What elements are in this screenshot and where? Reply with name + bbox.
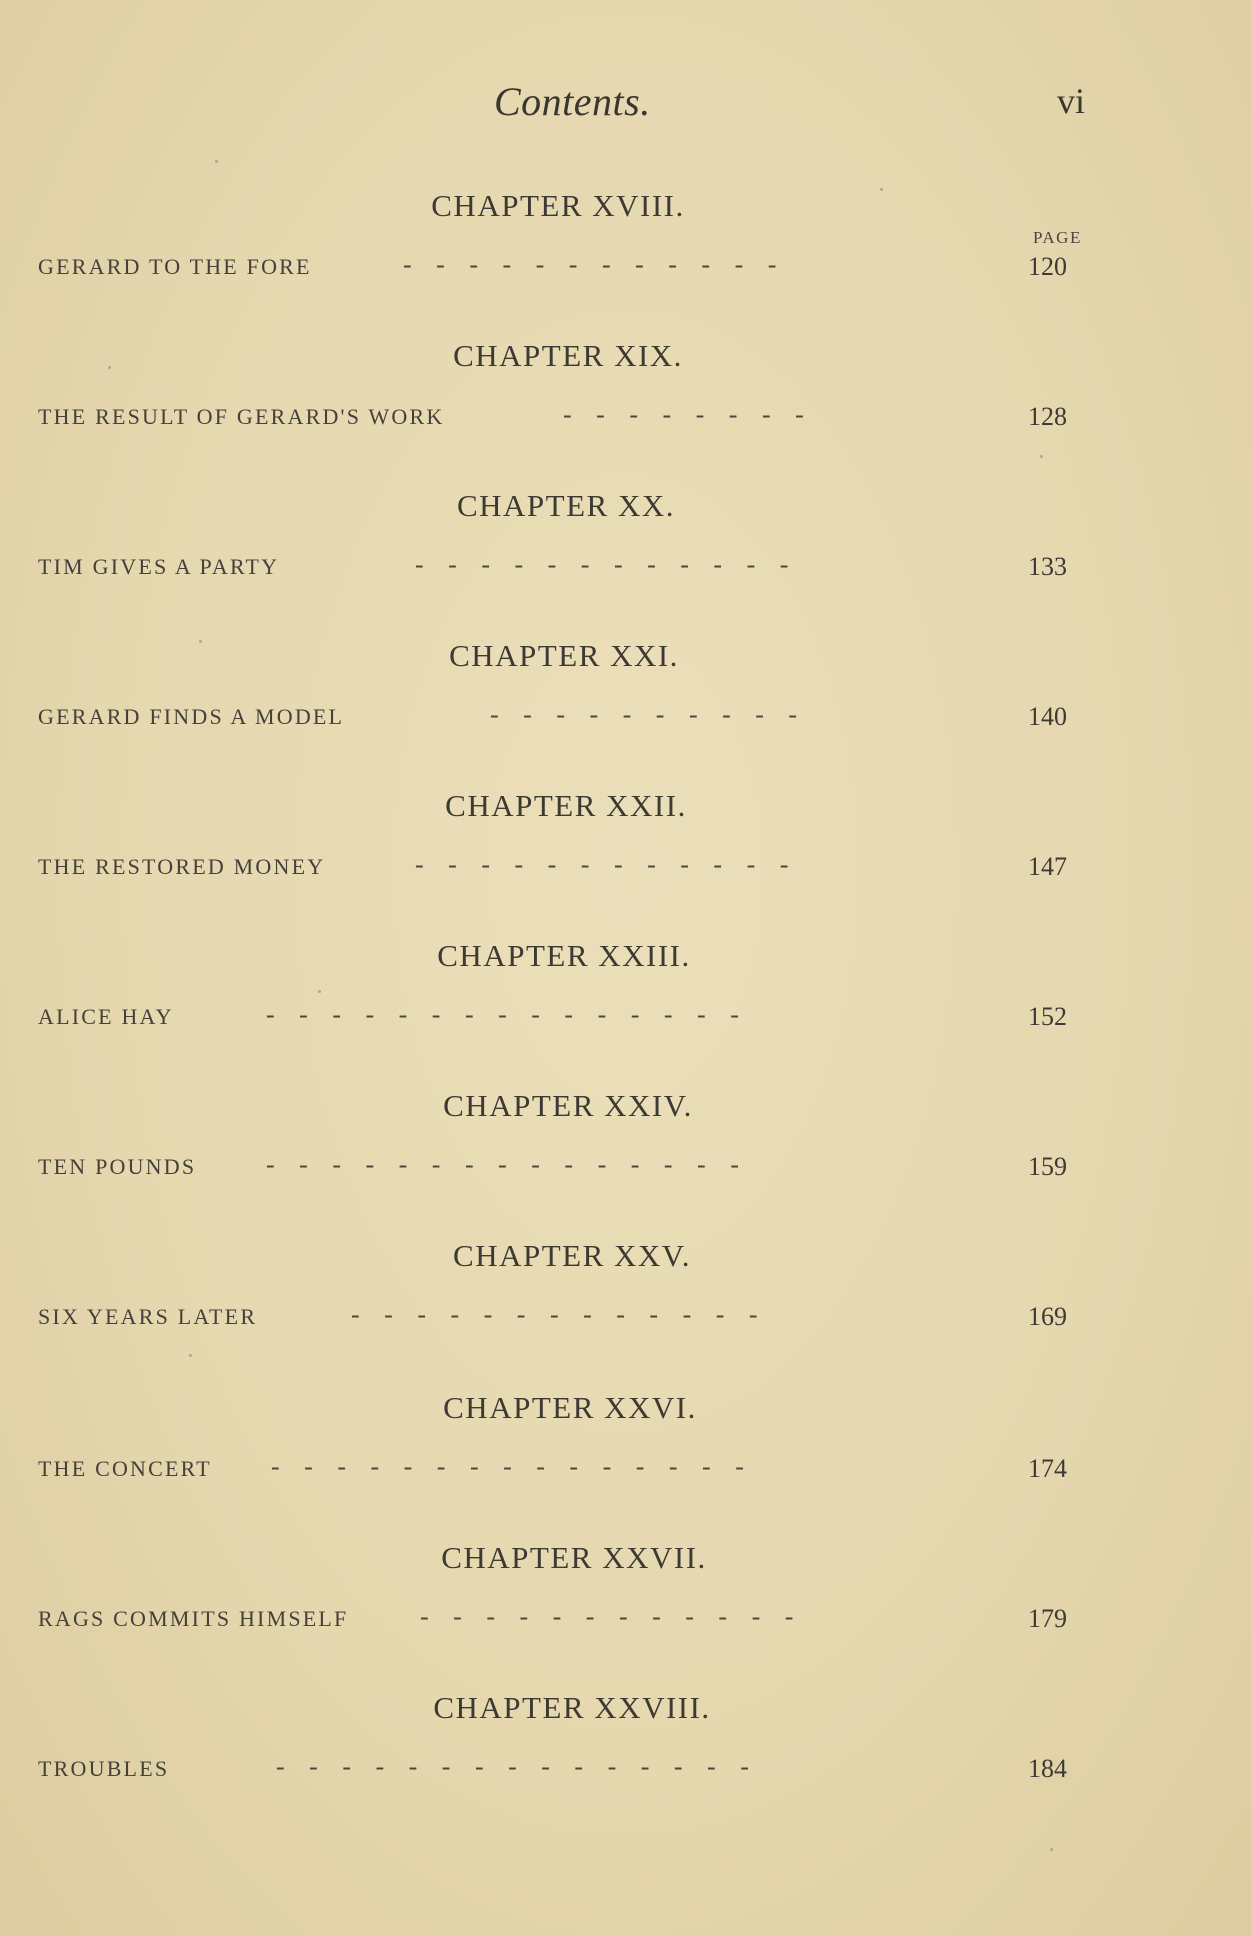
chapter-heading: CHAPTER XXI. xyxy=(449,638,679,673)
page-number: 169 xyxy=(1028,1302,1067,1331)
toc-row[interactable] xyxy=(38,1452,1098,1488)
chapter-title: THE RESULT OF GERARD'S WORK xyxy=(38,404,445,429)
paper-speck xyxy=(199,640,202,643)
dot-leader: - - - - - - - - - - - - - xyxy=(351,1300,758,1329)
page-number: 159 xyxy=(1028,1152,1067,1181)
chapter-entry xyxy=(0,338,1251,468)
chapter-heading: CHAPTER XIX. xyxy=(453,338,683,373)
page-number: 179 xyxy=(1028,1604,1067,1633)
dot-leader: - - - - - - - - - - - - xyxy=(415,850,789,879)
dot-leader: - - - - - - - - - - - - - - - xyxy=(266,1000,739,1029)
chapter-entry xyxy=(0,1238,1251,1368)
page-column-label: PAGE xyxy=(1033,228,1082,247)
toc-row[interactable] xyxy=(38,1602,1098,1638)
chapter-entry xyxy=(0,938,1251,1068)
chapter-title: THE RESTORED MONEY xyxy=(38,854,326,879)
toc-row[interactable] xyxy=(38,1000,1098,1036)
toc-row[interactable] xyxy=(38,400,1098,436)
chapter-title: TEN POUNDS xyxy=(38,1154,197,1179)
chapter-heading: CHAPTER XXIV. xyxy=(443,1088,693,1123)
chapter-entry xyxy=(0,788,1251,918)
dot-leader: - - - - - - - - - - - - xyxy=(415,550,789,579)
chapter-title: RAGS COMMITS HIMSELF xyxy=(38,1606,349,1631)
toc-row[interactable] xyxy=(38,250,1098,286)
page-number: 140 xyxy=(1028,702,1067,731)
page-number: 120 xyxy=(1028,252,1067,281)
dot-leader: - - - - - - - - - - xyxy=(490,700,798,729)
chapter-heading: CHAPTER XX. xyxy=(456,488,675,523)
chapter-heading: CHAPTER XXVII. xyxy=(441,1540,707,1575)
chapter-title: GERARD FINDS A MODEL xyxy=(38,704,345,729)
page-number: 147 xyxy=(1028,852,1067,881)
running-title: Contents. xyxy=(494,79,651,124)
paper-speck xyxy=(108,366,111,369)
toc-row[interactable] xyxy=(38,550,1098,586)
dot-leader: - - - - - - - - - - - - xyxy=(420,1602,794,1631)
paper-speck xyxy=(189,1354,192,1357)
chapter-title: SIX YEARS LATER xyxy=(38,1304,258,1329)
chapter-heading: CHAPTER XXII. xyxy=(445,788,687,823)
paper-speck xyxy=(1050,1848,1053,1851)
dot-leader: - - - - - - - - - - - - - - - xyxy=(266,1150,739,1179)
page-number: 184 xyxy=(1028,1754,1067,1783)
paper-speck xyxy=(880,188,883,191)
chapter-entry xyxy=(0,488,1251,618)
toc-row[interactable] xyxy=(38,1752,1098,1788)
chapter-heading: CHAPTER XVIII. xyxy=(431,188,685,223)
chapter-title: ALICE HAY xyxy=(38,1004,174,1029)
chapter-entry xyxy=(0,188,1251,318)
page-number: 133 xyxy=(1028,552,1067,581)
page-number: 128 xyxy=(1028,402,1067,431)
dot-leader: - - - - - - - - xyxy=(563,400,804,429)
running-head xyxy=(0,78,1251,138)
chapter-entry xyxy=(0,1540,1251,1670)
toc-row[interactable] xyxy=(38,1150,1098,1186)
paper-speck xyxy=(215,160,218,163)
chapter-title: TIM GIVES A PARTY xyxy=(38,554,280,579)
chapter-heading: CHAPTER XXIII. xyxy=(437,938,691,973)
page-number: 152 xyxy=(1028,1002,1067,1031)
dot-leader: - - - - - - - - - - - - xyxy=(403,250,777,279)
dot-leader: - - - - - - - - - - - - - - - xyxy=(271,1452,744,1481)
chapter-heading: CHAPTER XXVI. xyxy=(443,1390,697,1425)
toc-row[interactable] xyxy=(38,700,1098,736)
page-number: 174 xyxy=(1028,1454,1067,1483)
chapter-title: THE CONCERT xyxy=(38,1456,212,1481)
chapter-title: GERARD TO THE FORE xyxy=(38,254,312,279)
chapter-heading: CHAPTER XXV. xyxy=(453,1238,691,1273)
chapter-entry xyxy=(0,1088,1251,1218)
toc-row[interactable] xyxy=(38,1300,1098,1336)
chapter-title: TROUBLES xyxy=(38,1756,170,1781)
paper-speck xyxy=(1040,455,1043,458)
dot-leader: - - - - - - - - - - - - - - - xyxy=(276,1752,749,1781)
chapter-entry xyxy=(0,1690,1251,1820)
page-folio: vi xyxy=(1057,81,1086,121)
paper-speck xyxy=(318,990,321,993)
chapter-entry xyxy=(0,638,1251,768)
chapter-entry xyxy=(0,1390,1251,1520)
toc-row[interactable] xyxy=(38,850,1098,886)
chapter-heading: CHAPTER XXVIII. xyxy=(433,1690,711,1725)
